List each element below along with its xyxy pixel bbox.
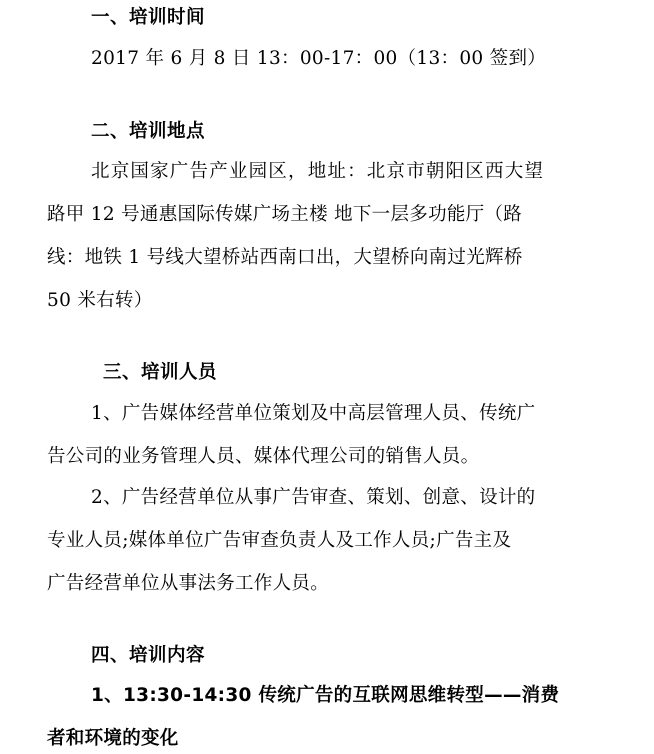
personnel-line-2: 告公司的业务管理人员、媒体代理公司的销售人员。 xyxy=(47,446,480,467)
location-line-3: 线：地铁 1 号线大望桥站西南口出，大望桥向南过光辉桥 xyxy=(47,247,523,268)
personnel-line-5: 广告经营单位从事法务工作人员。 xyxy=(47,573,330,594)
section-heading-personnel: 三、培训人员 xyxy=(103,362,218,383)
location-line-2: 路甲 12 号通惠国际传媒广场主楼 地下一层多功能厅（路 xyxy=(47,204,523,225)
section-heading-time: 一、培训时间 xyxy=(91,7,206,28)
section-heading-location: 二、培训地点 xyxy=(91,121,206,142)
personnel-line-3: 2、广告经营单位从事广告审查、策划、创意、设计的 xyxy=(91,487,536,508)
location-line-4: 50 米右转） xyxy=(47,290,153,311)
section-heading-content: 四、培训内容 xyxy=(91,645,206,666)
personnel-line-1: 1、广告媒体经营单位策划及中高层管理人员、传统广 xyxy=(91,403,536,424)
location-line-1: 北京国家广告产业园区，地址：北京市朝阳区西大望 xyxy=(91,161,545,182)
training-time-text: 2017 年 6 月 8 日 13：00-17：00（13：00 签到） xyxy=(91,48,547,69)
content-line-2: 者和环境的变化 xyxy=(47,728,179,749)
personnel-line-4: 专业人员;媒体单位广告审查负责人及工作人员;广告主及 xyxy=(47,530,512,551)
content-line-1: 1、13:30-14:30 传统广告的互联网思维转型——消费 xyxy=(91,685,560,706)
